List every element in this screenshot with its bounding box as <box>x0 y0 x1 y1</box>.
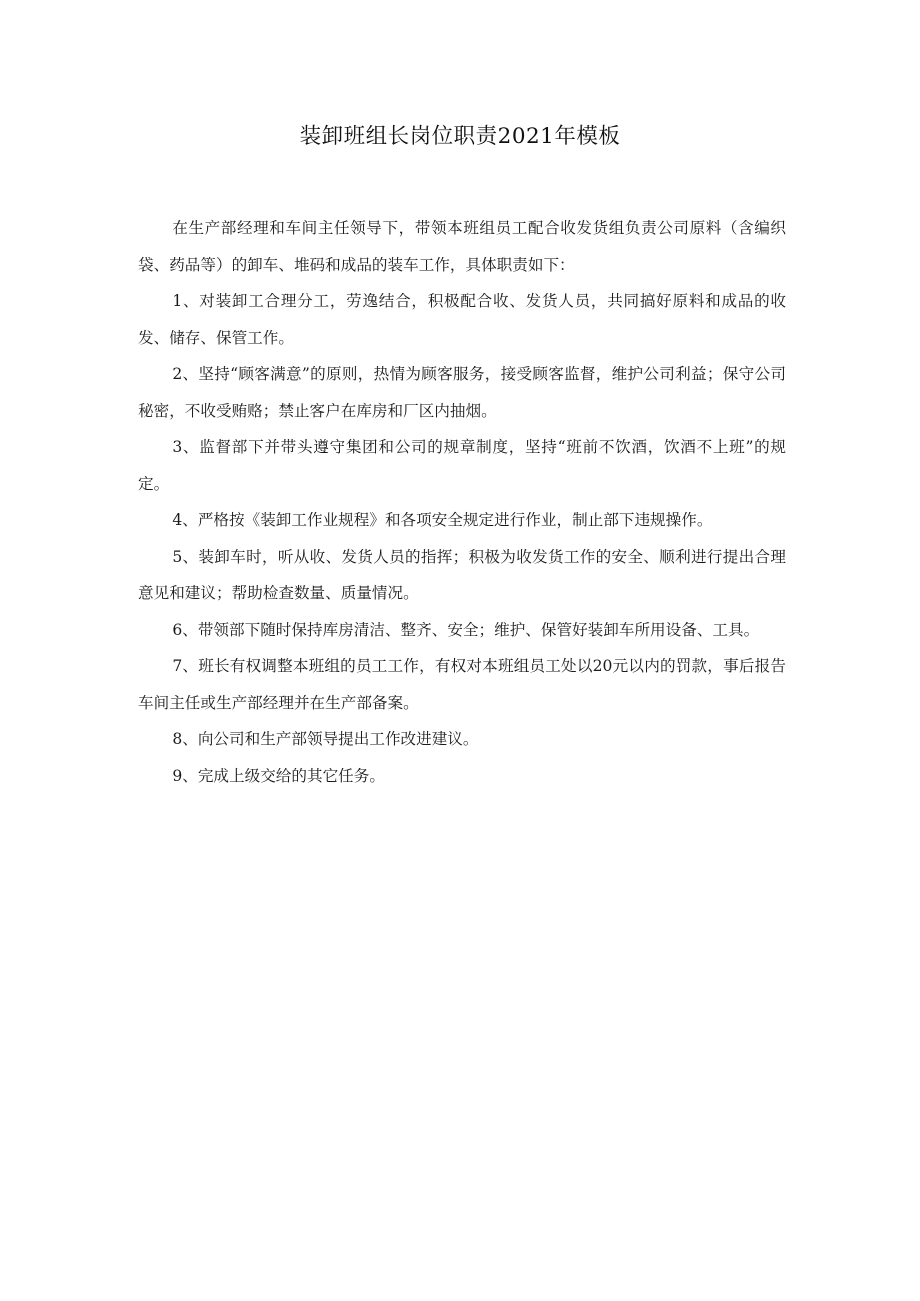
duty-item-8: 8、向公司和生产部领导提出工作改进建议。 <box>172 730 479 748</box>
duty-item-4: 4、严格按《装卸工作业规程》和各项安全规定进行作业，制止部下违规操作。 <box>172 511 713 529</box>
duty-item-1: 1、对装卸工合理分工，劳逸结合，积极配合收、发货人员，共同搞好原料和成品的收发、储存、保管工作。 <box>138 292 786 347</box>
duty-item-7: 7、班长有权调整本班组的员工工作，有权对本班组员工处以20元以内的罚款，事后报告车间主任或生产部经理并在生产部备案。 <box>138 657 786 712</box>
document-title: 装卸班组长岗位职责2021年模板 <box>299 124 621 149</box>
intro-paragraph: 在生产部经理和车间主任领导下，带领本班组员工配合收发货组负责公司原料（含编织袋、药品等）的卸车、堆码和成品的装车工作，具体职责如下： <box>138 219 786 274</box>
document-body <box>138 210 786 794</box>
duty-item-2: 2、坚持“顾客满意”的原则，热情为顾客服务，接受顾客监督，维护公司利益；保守公司秘密，不收受贿赂；禁止客户在库房和厂区内抽烟。 <box>138 365 786 420</box>
duty-item-6: 6、带领部下随时保持库房清洁、整齐、安全；维护、保管好装卸车所用设备、工具。 <box>172 620 760 639</box>
duty-item-5: 5、装卸车时，听从收、发货人员的指挥；积极为收发货工作的安全、顺利进行提出合理意见和建议；帮助检查数量、质量情况。 <box>138 547 786 602</box>
duty-item-3: 3、监督部下并带头遵守集团和公司的规章制度，坚持“班前不饮酒，饮酒不上班”的规定。 <box>138 438 786 493</box>
duty-item-9: 9、完成上级交给的其它任务。 <box>172 766 385 785</box>
